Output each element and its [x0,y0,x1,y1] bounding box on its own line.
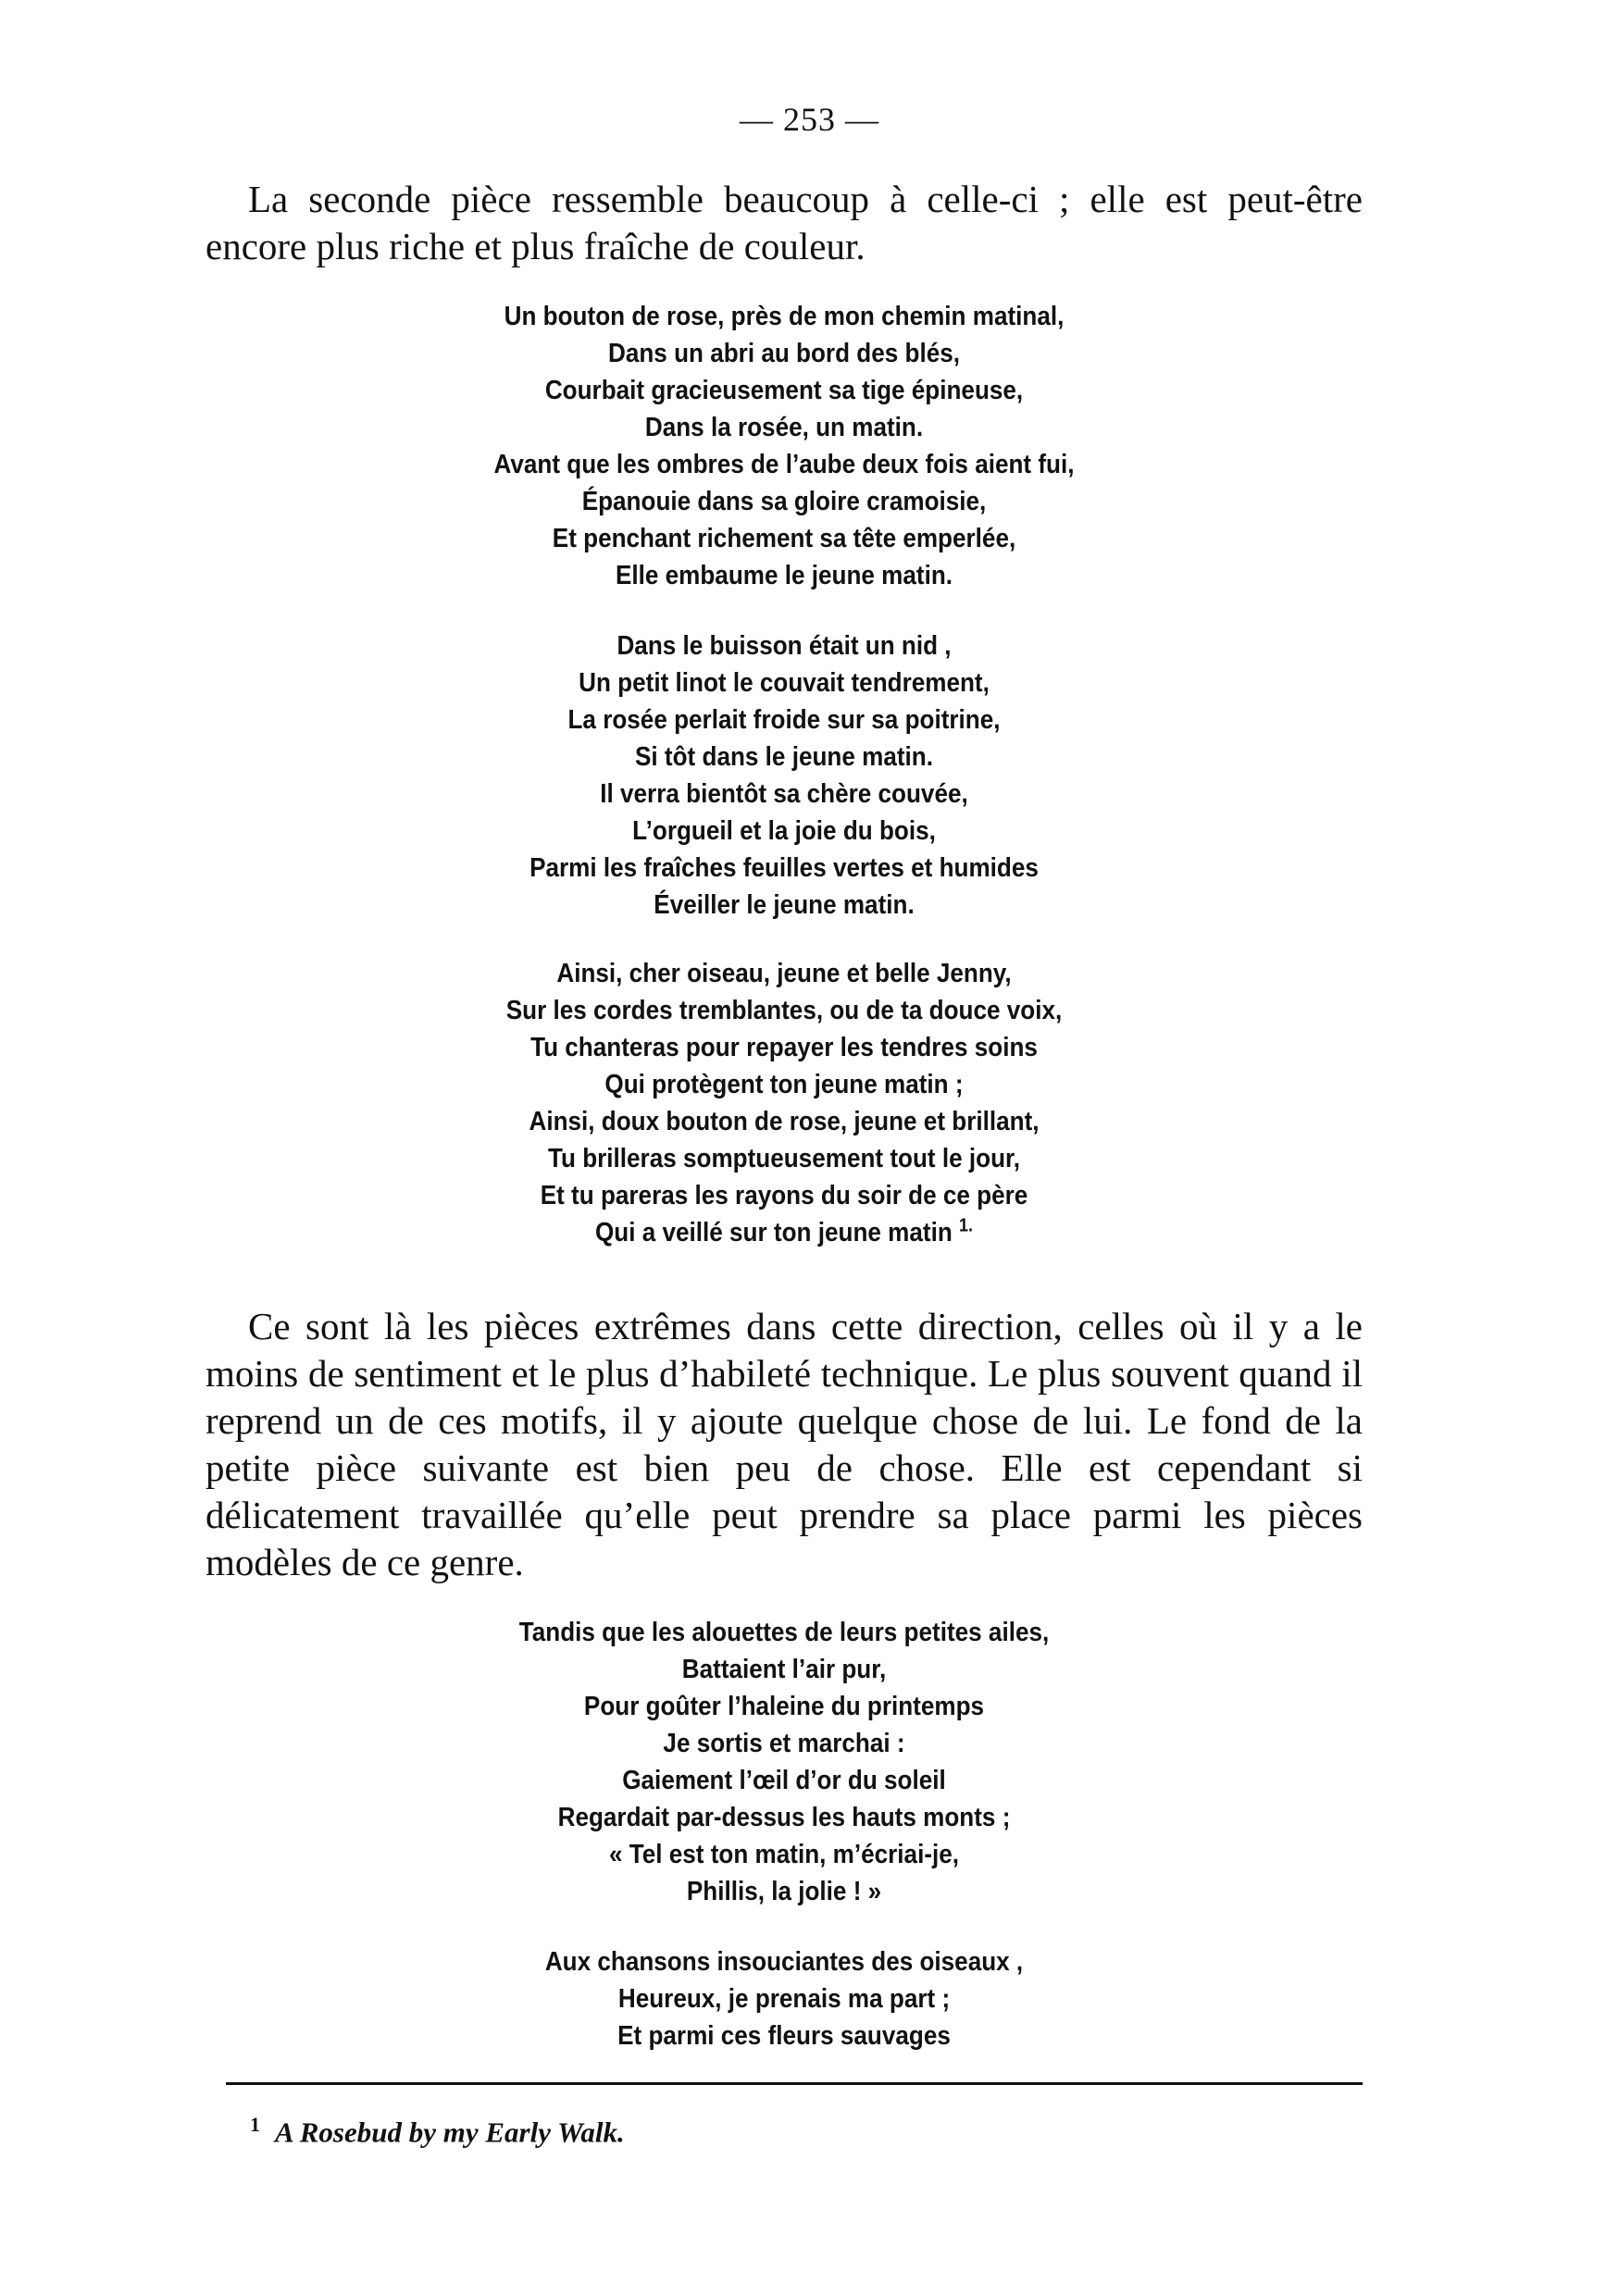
verse-line: Gaiement l’œil d’or du soleil [622,1766,946,1795]
poem-1-stanza-1 [264,298,1305,594]
poem-2-stanza-2 [264,1943,1305,2054]
verse-line: Et parmi ces fleurs sauvages [617,2021,951,2051]
verse-line: Tu chanteras pour repayer les tendres soins [530,1033,1038,1062]
footnote-mark: 1 [250,2113,260,2136]
verse-line: Tandis que les alouettes de leurs petites ailes, [518,1618,1050,1647]
verse-line: Si tôt dans le jeune matin. [635,742,933,772]
verse-line: L’orgueil et la joie du bois, [632,816,936,846]
verse-line: Et penchant richement sa tête emperlée, [552,524,1016,553]
verse-line: Éveiller le jeune matin. [654,890,915,920]
poem-2-stanza-1 [264,1614,1305,1910]
verse-line: Regardait par-dessus les hauts monts ; [557,1803,1011,1832]
verse-line: Elle embaume le jeune matin. [615,561,953,590]
verse-line: Aux chansons insouciantes des oiseaux , [544,1947,1024,1977]
verse-line: Heureux, je prenais ma part ; [617,1984,951,2014]
poem-1-stanza-2 [264,627,1305,924]
verse-line-text: Qui a veillé sur ton jeune matin [594,1218,953,1247]
verse-line: Sur les cordes tremblantes, ou de ta douce voix, [505,996,1063,1025]
verse-line: La rosée perlait froide sur sa poitrine, [567,705,1001,735]
verse-line: Un petit linot le couvait tendrement, [579,668,990,698]
verse-line: Ainsi, doux bouton de rose, jeune et brillant, [529,1107,1040,1136]
verse-line: Phillis, la jolie ! » [686,1877,882,1906]
footnote [250,2106,625,2151]
verse-line: Un bouton de rose, près de mon chemin matinal, [504,302,1065,331]
verse-line: Ainsi, cher oiseau, jeune et belle Jenny, [556,959,1012,988]
verse-line: Épanouie dans sa gloire cramoisie, [581,487,987,516]
verse-line: Courbait gracieusement sa tige épineuse, [544,376,1024,405]
verse-line: Avant que les ombres de l’aube deux fois aient fui, [493,450,1075,479]
footnote-divider [226,2082,1363,2085]
verse-line: Parmi les fraîches feuilles vertes et humides [529,853,1039,883]
verse-line: Dans le buisson était un nid , [616,631,952,661]
verse-line: Il verra bientôt sa chère couvée, [600,779,968,809]
verse-line: Tu brilleras somptueusement tout le jour, [547,1144,1020,1173]
verse-line: Battaient l’air pur, [681,1655,887,1684]
verse-line: Je sortis et marchai : [663,1729,905,1758]
footnote-reference: 1. [959,1215,974,1236]
page-number: — 253 — [740,101,879,138]
verse-line: Dans la rosée, un matin. [644,413,924,442]
verse-line: Pour goûter l’haleine du printemps [583,1692,985,1721]
paragraph-intro-text: La seconde pièce ressemble beaucoup à celle-ci ; elle est peut-être encore plus riche et plus fraîche de couleur. [205,178,1363,267]
paragraph-intro [205,176,1363,270]
paragraph-commentary-text: Ce sont là les pièces extrêmes dans cette direction, celles où il y a le moins de sentiment et le plus d’habileté technique. Le plus souvent quand il reprend un de ces motifs, il y ajoute quelque chose de lui. Le fond de la petite pièce suivante est bien peu de chose. Elle est cependant si délicatement travaillée qu’elle peut prendre sa place parmi les pièces modèles de ce genre. [205,1305,1363,1583]
verse-line-with-note [264,1214,1305,1251]
footnote-text: A Rosebud by my Early Walk. [275,2116,625,2149]
verse-line: Dans un abri au bord des blés, [608,339,960,368]
verse-line: Et tu pareras les rayons du soir de ce père [540,1181,1028,1210]
verse-line: « Tel est ton matin, m’écriai-je, [608,1840,960,1869]
paragraph-commentary [205,1303,1363,1586]
poem-1-stanza-3 [264,955,1305,1251]
verse-line: Qui protègent ton jeune matin ; [604,1070,964,1099]
